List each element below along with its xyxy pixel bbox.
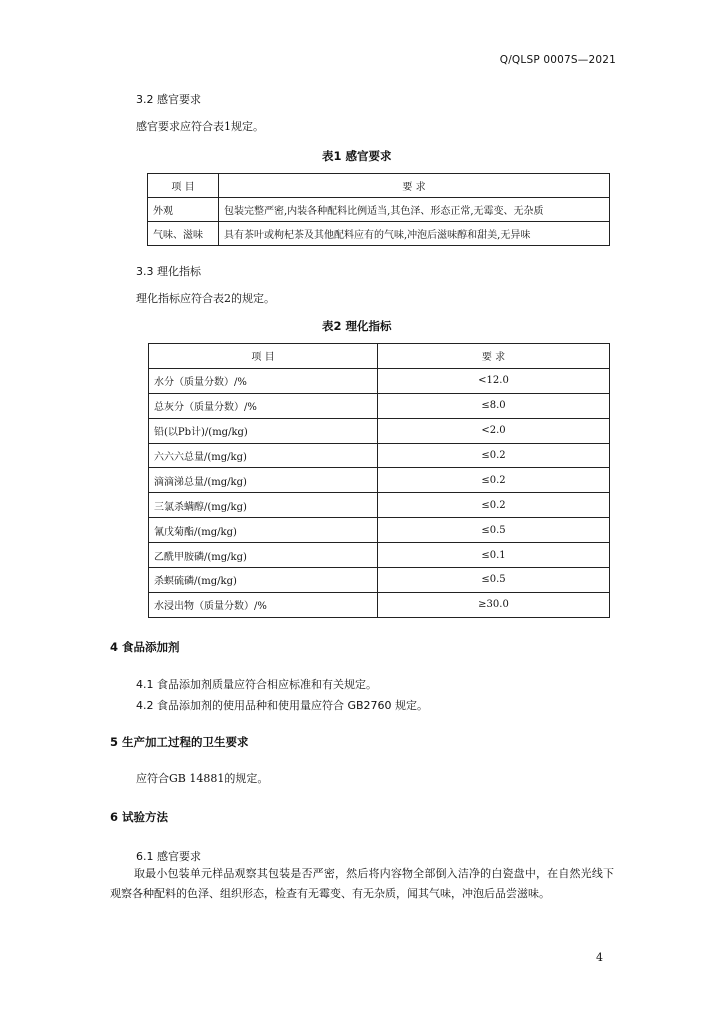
table-row	[149, 468, 610, 493]
table-cell: 具有茶叶或枸杞茶及其他配料应有的气味,冲泡后滋味醇和甜美,无异味	[219, 222, 610, 246]
table-cell: ≤0.2	[378, 468, 610, 493]
table-header-cell: 要 求	[219, 174, 610, 198]
table-cell: ≤0.5	[378, 568, 610, 593]
section-3-3-text: 理化指标应符合表2的规定。	[136, 292, 275, 305]
table-row	[148, 198, 610, 222]
table-cell: 总灰分（质量分数）/%	[149, 393, 378, 418]
section-3-2-heading: 3.2 感官要求	[136, 93, 201, 106]
page-number: 4	[596, 951, 603, 964]
section-6-1-paragraph: 取最小包装单元样品观察其包装是否严密，然后将内容物全部倒入洁净的白瓷盘中，在自然光线下观察各种配料的色泽、组织形态，检查有无霉变、有无杂质，闻其气味，冲泡后品尝滋味。	[110, 867, 614, 900]
table-header-cell: 项 目	[149, 344, 378, 369]
section-3-3-heading: 3.3 理化指标	[136, 265, 201, 278]
section-4-heading: 4 食品添加剂	[110, 640, 180, 654]
table-header-row	[148, 174, 610, 198]
table-cell: ≤8.0	[378, 393, 610, 418]
section-6-1-heading: 6.1 感官要求	[136, 850, 201, 863]
physicochemical-indicators-table	[148, 343, 610, 618]
table-row	[149, 493, 610, 518]
table-row	[149, 592, 610, 617]
section-4-2-text: 4.2 食品添加剂的使用品种和使用量应符合 GB2760 规定。	[136, 699, 429, 712]
sensory-requirements-table	[147, 173, 610, 246]
table-cell: 氰戊菊酯/(mg/kg)	[149, 518, 378, 543]
table-row	[149, 393, 610, 418]
table-header-row	[149, 344, 610, 369]
table-header-cell: 项 目	[148, 174, 219, 198]
table-cell: ≤0.5	[378, 518, 610, 543]
table-row	[149, 418, 610, 443]
table-cell: <12.0	[378, 368, 610, 393]
section-5-text: 应符合GB 14881的规定。	[136, 772, 269, 785]
table-row	[149, 568, 610, 593]
table-cell: 水浸出物（质量分数）/%	[149, 592, 378, 617]
table-cell: 滴滴涕总量/(mg/kg)	[149, 468, 378, 493]
table-cell: ≤0.2	[378, 493, 610, 518]
table-cell: 水分（质量分数）/%	[149, 368, 378, 393]
table-row	[149, 368, 610, 393]
table-row	[149, 518, 610, 543]
table-cell: 包装完整严密,内装各种配料比例适当,其色泽、形态正常,无霉变、无杂质	[219, 198, 610, 222]
section-4-1-text: 4.1 食品添加剂质量应符合相应标准和有关规定。	[136, 678, 377, 691]
table-cell: <2.0	[378, 418, 610, 443]
table-2-caption: 表2 理化指标	[322, 319, 392, 333]
table-cell: ≥30.0	[378, 592, 610, 617]
table-cell: 三氯杀螨醇/(mg/kg)	[149, 493, 378, 518]
table-cell: 六六六总量/(mg/kg)	[149, 443, 378, 468]
table-cell: 气味、滋味	[148, 222, 219, 246]
table-row	[149, 543, 610, 568]
table-cell: 杀螟硫磷/(mg/kg)	[149, 568, 378, 593]
table-cell: 铅(以Pb计)/(mg/kg)	[149, 418, 378, 443]
table-cell: ≤0.2	[378, 443, 610, 468]
section-3-2-text: 感官要求应符合表1规定。	[136, 120, 264, 133]
table-1-caption: 表1 感官要求	[322, 149, 392, 163]
section-6-heading: 6 试验方法	[110, 810, 169, 824]
table-header-cell: 要 求	[378, 344, 610, 369]
table-cell: 乙酰甲胺磷/(mg/kg)	[149, 543, 378, 568]
table-row	[148, 222, 610, 246]
table-cell: ≤0.1	[378, 543, 610, 568]
table-cell: 外观	[148, 198, 219, 222]
document-code: Q/QLSP 0007S—2021	[499, 54, 616, 66]
table-row	[149, 443, 610, 468]
section-5-heading: 5 生产加工过程的卫生要求	[110, 735, 249, 749]
